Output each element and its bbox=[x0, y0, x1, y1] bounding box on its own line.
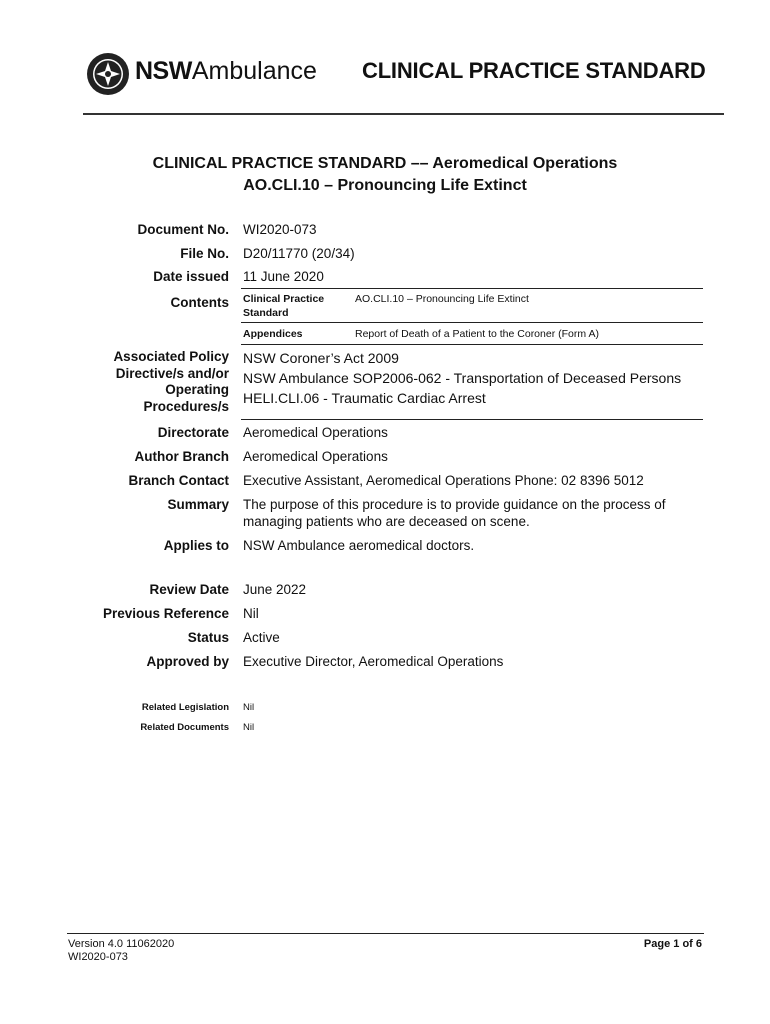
directorate-value: Aeromedical Operations bbox=[243, 425, 388, 440]
date-issued-value: 11 June 2020 bbox=[243, 269, 324, 284]
summary-line2: managing patients who are deceased on scene. bbox=[243, 514, 530, 529]
previous-reference-value: Nil bbox=[243, 606, 259, 621]
associated-policy-label bbox=[113, 349, 229, 415]
branch-contact-value: Executive Assistant, Aeromedical Operations Phone: 02 8396 5012 bbox=[243, 473, 644, 488]
brand-bold: NSW bbox=[135, 57, 192, 85]
footer-version: Version 4.0 11062020 bbox=[68, 938, 175, 950]
review-date-value: June 2022 bbox=[243, 582, 307, 597]
contents-type-1-line1: Clinical Practice bbox=[243, 293, 325, 305]
brand-logo bbox=[135, 54, 317, 88]
related-documents-value: Nil bbox=[243, 722, 255, 733]
directorate-label: Directorate bbox=[157, 425, 229, 440]
document-title-line2: AO.CLI.10 – Pronouncing Life Extinct bbox=[243, 177, 527, 194]
contents-type-2: Appendices bbox=[243, 328, 303, 340]
contents-middle-rule bbox=[241, 322, 703, 323]
contents-desc-1: AO.CLI.10 – Pronouncing Life Extinct bbox=[355, 293, 529, 305]
footer-page-number: Page 1 of 6 bbox=[643, 938, 702, 950]
associated-policy-1: NSW Coroner’s Act 2009 bbox=[243, 350, 399, 366]
previous-reference-label: Previous Reference bbox=[102, 606, 229, 621]
branch-contact-label: Branch Contact bbox=[128, 473, 229, 488]
contents-desc-2: Report of Death of a Patient to the Coroner (Form A) bbox=[355, 328, 599, 340]
date-issued-label: Date issued bbox=[153, 269, 229, 284]
contents-type-1-line2: Standard bbox=[243, 307, 289, 319]
approved-by-value: Executive Director, Aeromedical Operations bbox=[243, 654, 504, 669]
associated-policy-label-line4: Procedures/s bbox=[143, 398, 229, 414]
applies-to-label: Applies to bbox=[163, 538, 229, 553]
contents-label: Contents bbox=[170, 295, 229, 310]
review-date-label: Review Date bbox=[149, 582, 229, 597]
related-legislation-label: Related Legislation bbox=[141, 702, 229, 713]
document-no-value: WI2020-073 bbox=[243, 222, 317, 237]
summary-label: Summary bbox=[167, 497, 229, 512]
contents-top-rule bbox=[241, 288, 703, 289]
related-documents-label: Related Documents bbox=[140, 722, 229, 733]
associated-policy-label-line1: Associated Policy bbox=[113, 349, 229, 364]
applies-to-value: NSW Ambulance aeromedical doctors. bbox=[243, 538, 475, 553]
related-legislation-value: Nil bbox=[243, 702, 255, 713]
file-no-value: D20/11770 (20/34) bbox=[243, 246, 355, 261]
author-branch-value: Aeromedical Operations bbox=[243, 449, 388, 464]
summary-line1: The purpose of this procedure is to provide guidance on the process of bbox=[243, 497, 666, 512]
approved-by-label: Approved by bbox=[146, 654, 229, 669]
brand-regular: Ambulance bbox=[191, 57, 317, 85]
nsw-ambulance-emblem-icon bbox=[86, 52, 130, 96]
file-no-label: File No. bbox=[180, 246, 229, 261]
status-value: Active bbox=[243, 630, 280, 645]
document-no-label: Document No. bbox=[137, 222, 229, 237]
associated-policy-label-line2: Directive/s and/or bbox=[115, 365, 229, 381]
document-title-line1: CLINICAL PRACTICE STANDARD –– Aeromedical Operations bbox=[152, 155, 618, 172]
associated-policy-label-line3: Operating bbox=[165, 382, 229, 397]
header-title: CLINICAL PRACTICE STANDARD bbox=[362, 58, 706, 83]
associated-policy-2: NSW Ambulance SOP2006-062 - Transportation of Deceased Persons bbox=[243, 370, 682, 386]
policy-bottom-rule bbox=[241, 419, 703, 420]
contents-bottom-rule bbox=[241, 344, 703, 345]
footer-doc-no: WI2020-073 bbox=[68, 951, 128, 963]
associated-policy-3: HELI.CLI.06 - Traumatic Cardiac Arrest bbox=[243, 390, 486, 406]
status-label: Status bbox=[187, 630, 229, 645]
footer-divider bbox=[67, 933, 704, 934]
contents-type-1 bbox=[243, 292, 324, 320]
header-divider bbox=[83, 113, 724, 115]
author-branch-label: Author Branch bbox=[134, 449, 229, 464]
